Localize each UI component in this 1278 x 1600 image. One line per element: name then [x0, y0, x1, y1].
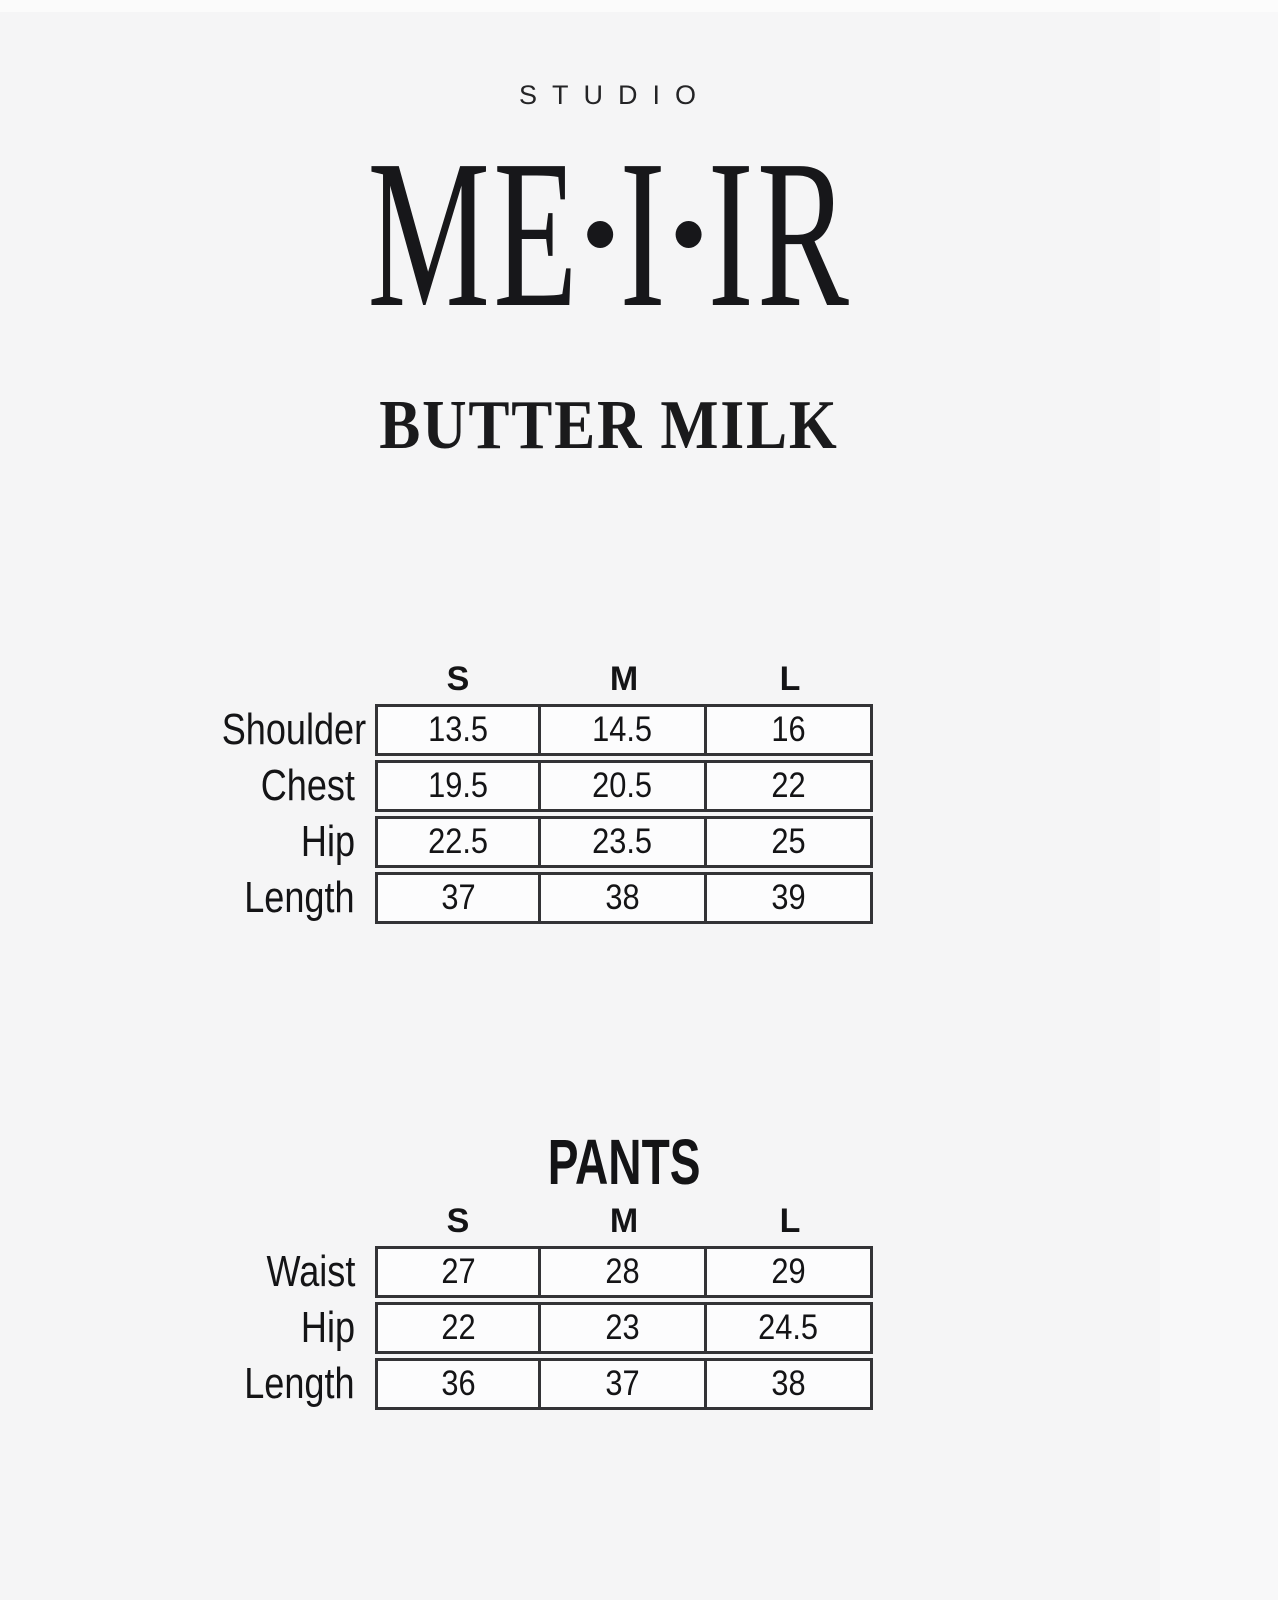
- logo-letter-m: M: [367, 116, 494, 351]
- size-header-m: M: [609, 1202, 639, 1240]
- size-header-l: L: [779, 660, 801, 698]
- cell-length-l: [707, 872, 873, 924]
- row-label: [190, 1246, 375, 1298]
- cell-length-m: [541, 1358, 707, 1410]
- table-row-hip: [190, 816, 873, 868]
- cell-hip-m: [541, 1302, 707, 1354]
- cell-length-s: [375, 872, 541, 924]
- cell-value: 20.5: [592, 766, 653, 805]
- size-header-l: L: [779, 1202, 801, 1240]
- row-label: [190, 872, 375, 924]
- cell-waist-l: [707, 1246, 873, 1298]
- product-title: [0, 386, 1218, 466]
- cell-length-s: [375, 1358, 541, 1410]
- size-header-row: [190, 1202, 873, 1240]
- cell-hip-m: [541, 816, 707, 868]
- row-label-text: Length: [244, 873, 355, 922]
- pants-title-text: PANTS: [547, 1126, 701, 1198]
- logo-letter-r: R: [757, 116, 853, 351]
- cell-value: 38: [771, 1364, 806, 1403]
- table-row-length: [190, 1358, 873, 1410]
- cell-shoulder-m: [541, 704, 707, 756]
- table-row-length: [190, 872, 873, 924]
- brand-studio-text: STUDIO: [518, 80, 711, 110]
- cell-shoulder-l: [707, 704, 873, 756]
- row-label: [190, 1302, 375, 1354]
- cell-hip-l: [707, 1302, 873, 1354]
- cell-waist-m: [541, 1246, 707, 1298]
- cell-chest-m: [541, 760, 707, 812]
- cell-value: 29: [771, 1252, 806, 1291]
- cell-value: 16: [771, 710, 806, 749]
- row-label: [190, 760, 375, 812]
- cell-waist-s: [375, 1246, 541, 1298]
- logo-letter-e: E: [493, 116, 581, 351]
- table-row-shoulder: [190, 704, 873, 756]
- size-header-m: M: [609, 660, 639, 698]
- row-label-text: Waist: [266, 1247, 355, 1296]
- cell-value: 22.5: [428, 822, 488, 861]
- background-shade-top: [0, 0, 1278, 12]
- cell-value: 13.5: [428, 710, 488, 749]
- cell-value: 19.5: [428, 766, 488, 805]
- cell-length-l: [707, 1358, 873, 1410]
- row-label: [190, 816, 375, 868]
- cell-value: 38: [605, 878, 640, 917]
- size-header-row: [190, 660, 873, 698]
- product-title-text: BUTTER MILK: [379, 387, 839, 464]
- cell-hip-s: [375, 1302, 541, 1354]
- cell-value: 39: [771, 878, 806, 917]
- cell-shoulder-s: [375, 704, 541, 756]
- cell-hip-s: [375, 816, 541, 868]
- row-label-text: Length: [244, 1359, 355, 1408]
- cell-value: 23.5: [592, 822, 653, 861]
- cell-value: 14.5: [592, 710, 653, 749]
- logo-dot-icon: [676, 221, 702, 248]
- logo-dot-icon: [587, 221, 613, 248]
- cell-value: 37: [605, 1364, 640, 1403]
- cell-value: 22: [440, 1308, 476, 1347]
- top-size-table: [190, 660, 873, 928]
- size-header-s: S: [446, 660, 470, 698]
- cell-value: 22: [771, 766, 806, 805]
- cell-value: 25: [771, 822, 806, 861]
- row-label-text: Hip: [300, 817, 355, 866]
- cell-hip-l: [707, 816, 873, 868]
- table-row-chest: [190, 760, 873, 812]
- row-label: [190, 704, 375, 756]
- table-row-waist: [190, 1246, 873, 1298]
- table-row-hip: [190, 1302, 873, 1354]
- brand-logo-mehr: [0, 116, 1220, 351]
- row-label-text: Shoulder: [221, 705, 367, 754]
- row-label: [190, 1358, 375, 1410]
- cell-value: 36: [440, 1364, 476, 1403]
- logo-letter-i2: I: [708, 116, 758, 351]
- pants-size-table: [190, 1202, 873, 1414]
- row-label-text: Chest: [260, 761, 355, 810]
- cell-value: 27: [440, 1252, 476, 1291]
- cell-chest-l: [707, 760, 873, 812]
- pants-section-title: [375, 1126, 873, 1198]
- cell-chest-s: [375, 760, 541, 812]
- cell-value: 28: [605, 1252, 640, 1291]
- size-header-s: S: [446, 1202, 470, 1240]
- row-label-text: Hip: [300, 1303, 355, 1352]
- cell-value: 23: [605, 1308, 640, 1347]
- logo-letter-i1: I: [619, 116, 670, 351]
- cell-length-m: [541, 872, 707, 924]
- cell-value: 37: [440, 878, 476, 917]
- cell-value: 24.5: [758, 1308, 819, 1347]
